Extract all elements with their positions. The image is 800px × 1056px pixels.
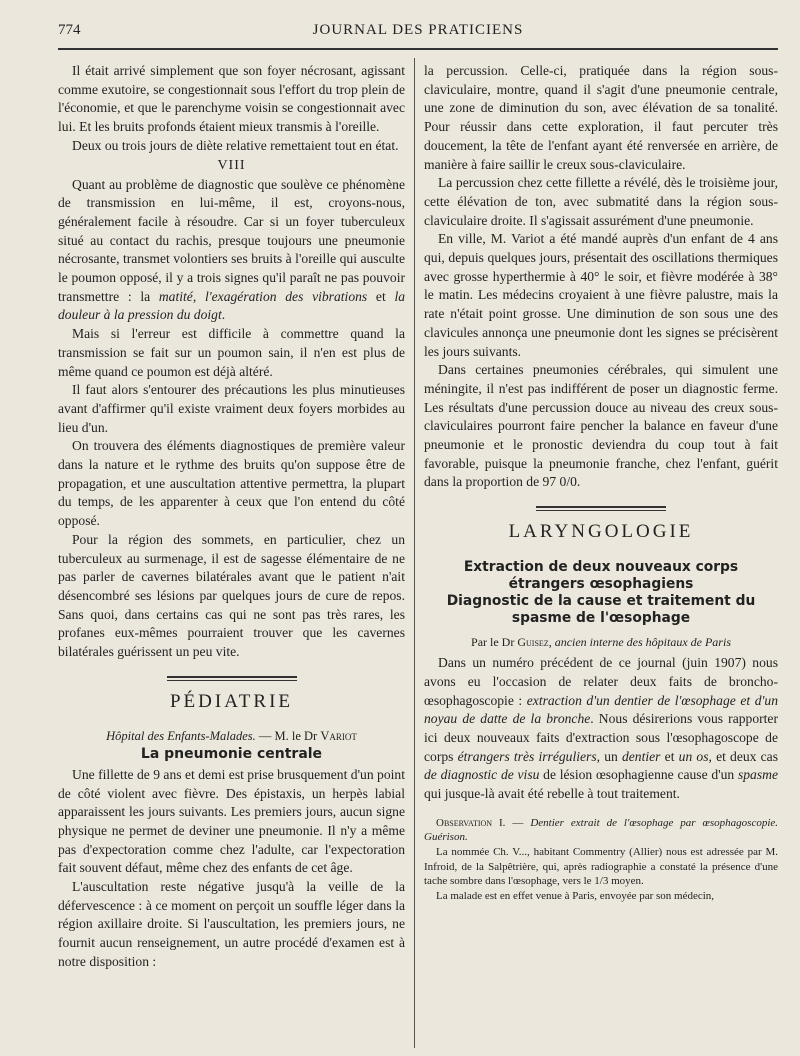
text-run: Par le Dr: [471, 635, 518, 650]
text-run: —: [505, 816, 531, 829]
paragraph: En ville, M. Variot a été mandé auprès d'un enfant de 4 ans qui, depuis quelques jours, présentait des oscillations thermiques avec grosse hyperthermie à 40° le soir, et fièvre modérée à 38° le matin. Les médecins croyaient à une fièvre palustre, mais la rate n'était point grosse. Une diminution de son sous une des clavicules annonça une pneumonie dont les signes se précisèrent les jours suivants.: [424, 231, 778, 359]
italic-run: étrangers très irréguliers: [457, 748, 597, 764]
author-name: Guisez: [517, 635, 549, 650]
italic-run: matité: [158, 288, 193, 304]
right-column: [424, 62, 778, 903]
observation-title: Dentier extrait de l'œsophage par œsophagoscopie. Guérison.: [424, 816, 779, 844]
paragraph: [424, 654, 778, 804]
section-title: LARYNGOLOGIE: [508, 521, 694, 543]
italic-run: la douleur à la pression du doigt: [58, 288, 406, 323]
text-run: , et deux cas: [708, 748, 779, 764]
paragraph: Une fillette de 9 ans et demi est prise brusquement d'un point de côté violent avec fièvre. Des épistaxis, un herpès labial apparaissent les jours suivants. Les premiers jours, aucun signe physique ne permet de deviner une pneumonie. Il n'y a même pas d'expectoration comme chez l'adulte, car l'expectoration fait souvent défaut, même chez des enfants de cet âge.: [58, 766, 405, 876]
article-title-line: Extraction de deux nouveaux corps étrangers œsophagiens: [463, 559, 739, 593]
section-title: PÉDIATRIE: [169, 690, 294, 712]
text-run: et: [660, 748, 679, 764]
hospital-name: Hôpital des Enfants-Malades.: [106, 728, 256, 743]
italic-run: extraction d'un dentier de l'œsophage et d'un noyau de datte de la bronche: [424, 692, 778, 727]
column-separator: [414, 58, 415, 1048]
author-name: Variot: [320, 728, 357, 743]
page-header: [58, 22, 778, 46]
text-run: Quant au problème de diagnostic que soulève ce phénomène de transmission en lui-même, il est, croyons-nous, généralement facile à résoudre. Car si un foyer tuberculeux situé au contact du rachis, presque toujours une pneumonie nécrosante, transmet volontiers ses bruits à l'oreille qui ausculte le poumon opposé, il y a trois signes qu'il paraît ne pas pouvoir transmettre : la: [58, 176, 405, 304]
paragraph: Quant au problème de diagnostic que soulève ce phénomène de transmission en lui-même, il est, croyons-nous, généralement facile à résoudre. Car si un foyer tuberculeux situé au contact du rachis, presque toujours une pneumonie nécrosante, transmet volontiers ses bruits à l'oreille qui ausculte le poumon opposé, il y a trois signes qu'il paraît ne pas pouvoir transmettre : la matité, l'exagération des vibrations et la douleur à la pression du doigt.: [58, 176, 406, 323]
paragraph: Pour la région des sommets, en particulier, chez un tuberculeux au surmenage, il est de sagesse élémentaire de ne pas parler de cavernes bilatérales avant que le patient n'ait désencombré ses lésions par quelques jours de cure de repos. Sans quoi, dans certains cas qui ne sont pas très rares, les profanes eux-mêmes pourraient trouver que les cavernes bilatérales guérissent un peu vite.: [58, 531, 405, 660]
paragraph: La percussion chez cette fillette a révélé, dès le troisième jour, cette élévation de ton, avec submatité dans la région sous-claviculaire droite. Il s'agissait assurément d'une pneumonie.: [424, 175, 778, 228]
section-divider: [536, 506, 666, 511]
article-byline: [424, 635, 778, 650]
paragraph: On trouvera des éléments diagnostiques de première valeur dans la nature et le rythme des bruits qu'on suppose être de propagation, et une auscultation attentive permettra, la plupart du temps, de les apparenter à ceux que l'on entend du côté opposé.: [58, 438, 405, 529]
article-title-line: Diagnostic de la cause et traitement du spasme de l'œsophage: [446, 593, 756, 627]
paragraph: Il était arrivé simplement que son foyer nécrosant, agissant comme exutoire, se congestionnait sous l'effort du trop plein de l'économie, et que le parenchyme voisin se congestionnait avec lui. Et les bruits profonds étaient mieux transmis à l'oreille.: [58, 63, 405, 135]
section-divider: [167, 676, 297, 681]
journal-title: JOURNAL DES PRATICIENS: [312, 22, 524, 38]
article-byline: [58, 729, 405, 744]
paragraph: Dans certaines pneumonies cérébrales, qui simulent une méningite, il n'est pas indifférent de poser un diagnostic ferme. Les résultats d'une percussion douce au niveau des creux sous-claviculaires pourront faire pencher la balance en faveur d'une pneumonie et le pronostic deviendra du coup tout à fait favorable, puisque la pneumonie franche, chez l'enfant, guérit dans la proportion de 97 0/0.: [424, 362, 778, 490]
text-run: . Nous désirerions vous rapporter ici deux nouveaux faits d'extraction sous l'œsophagoscope de corps: [424, 711, 778, 764]
paragraph: la percussion. Celle-ci, pratiquée dans la région sous-claviculaire, montre, quand il s'agit d'une pneumonie centrale, une zone de diminution du son, avec élévation de sa tonalité. Pour réussir dans cette exploration, il faut percuter très doucement, la tête de l'enfant ayant été renversée en arrière, de manière à faire saillir le creux sous-claviculaire.: [424, 63, 778, 172]
italic-run: spasme: [737, 767, 778, 783]
page-number: 774: [58, 22, 81, 38]
observation-heading: [424, 816, 778, 845]
author-role: , ancien interne des hôpitaux de Paris: [548, 635, 731, 650]
text-run: , un: [596, 748, 622, 764]
paragraph: La malade est en effet venue à Paris, envoyée par son médecin,: [436, 889, 715, 902]
paragraph: La nommée Ch. V..., habitant Commentry (Allier) nous est adressée par M. Infroid, de la Salpêtrière, qui, après radiographie a constaté la présence d'une tache sombre dans l'œsophage, vers le 1/3 moyen.: [424, 845, 778, 888]
spacer: [424, 804, 778, 816]
text-run: qui jusque-là avait été rebelle à tout traitement.: [424, 786, 680, 802]
article-title: [424, 559, 778, 627]
paragraph: Il faut alors s'entourer des précautions les plus minutieuses avant d'affirmer qu'il existe vraiment deux foyers morbides au lieu d'un.: [58, 382, 405, 435]
left-column: [58, 62, 405, 972]
italic-run: de diagnostic de visu: [424, 767, 540, 783]
paragraph: Deux ou trois jours de diète relative remettaient tout en état.: [72, 137, 399, 153]
article-title: La pneumonie centrale: [140, 745, 323, 762]
section-number: VIII: [217, 157, 246, 173]
text-run: de lésion œsophagienne cause d'un: [539, 767, 738, 783]
paragraph: L'auscultation reste négative jusqu'à la veille de la défervescence : à ce moment on perçoit un souffle léger dans la région axillaire droite. Si l'auscultation, les premiers jours, ne fournit aucun renseignement, un autre procédé d'examen est à notre disposition :: [58, 879, 405, 969]
text-run: Dans un numéro précédent de ce journal (juin 1907) nous avons eu l'occasion de relater deux faits de broncho-œsophagoscopie :: [424, 655, 778, 708]
observation-label: Observation I.: [436, 816, 506, 829]
italic-run: l'exagération des vibrations: [204, 288, 368, 304]
italic-run: un os: [678, 748, 709, 764]
text-run: et: [367, 288, 395, 304]
text-run: — M. le Dr: [255, 728, 321, 743]
italic-run: dentier: [621, 748, 661, 764]
paragraph: Mais si l'erreur est difficile à commettre quand la transmission se fait sur un poumon sain, il n'en est plus de même quand ce poumon est déjà altéré.: [58, 326, 405, 379]
header-rule: [58, 48, 778, 50]
